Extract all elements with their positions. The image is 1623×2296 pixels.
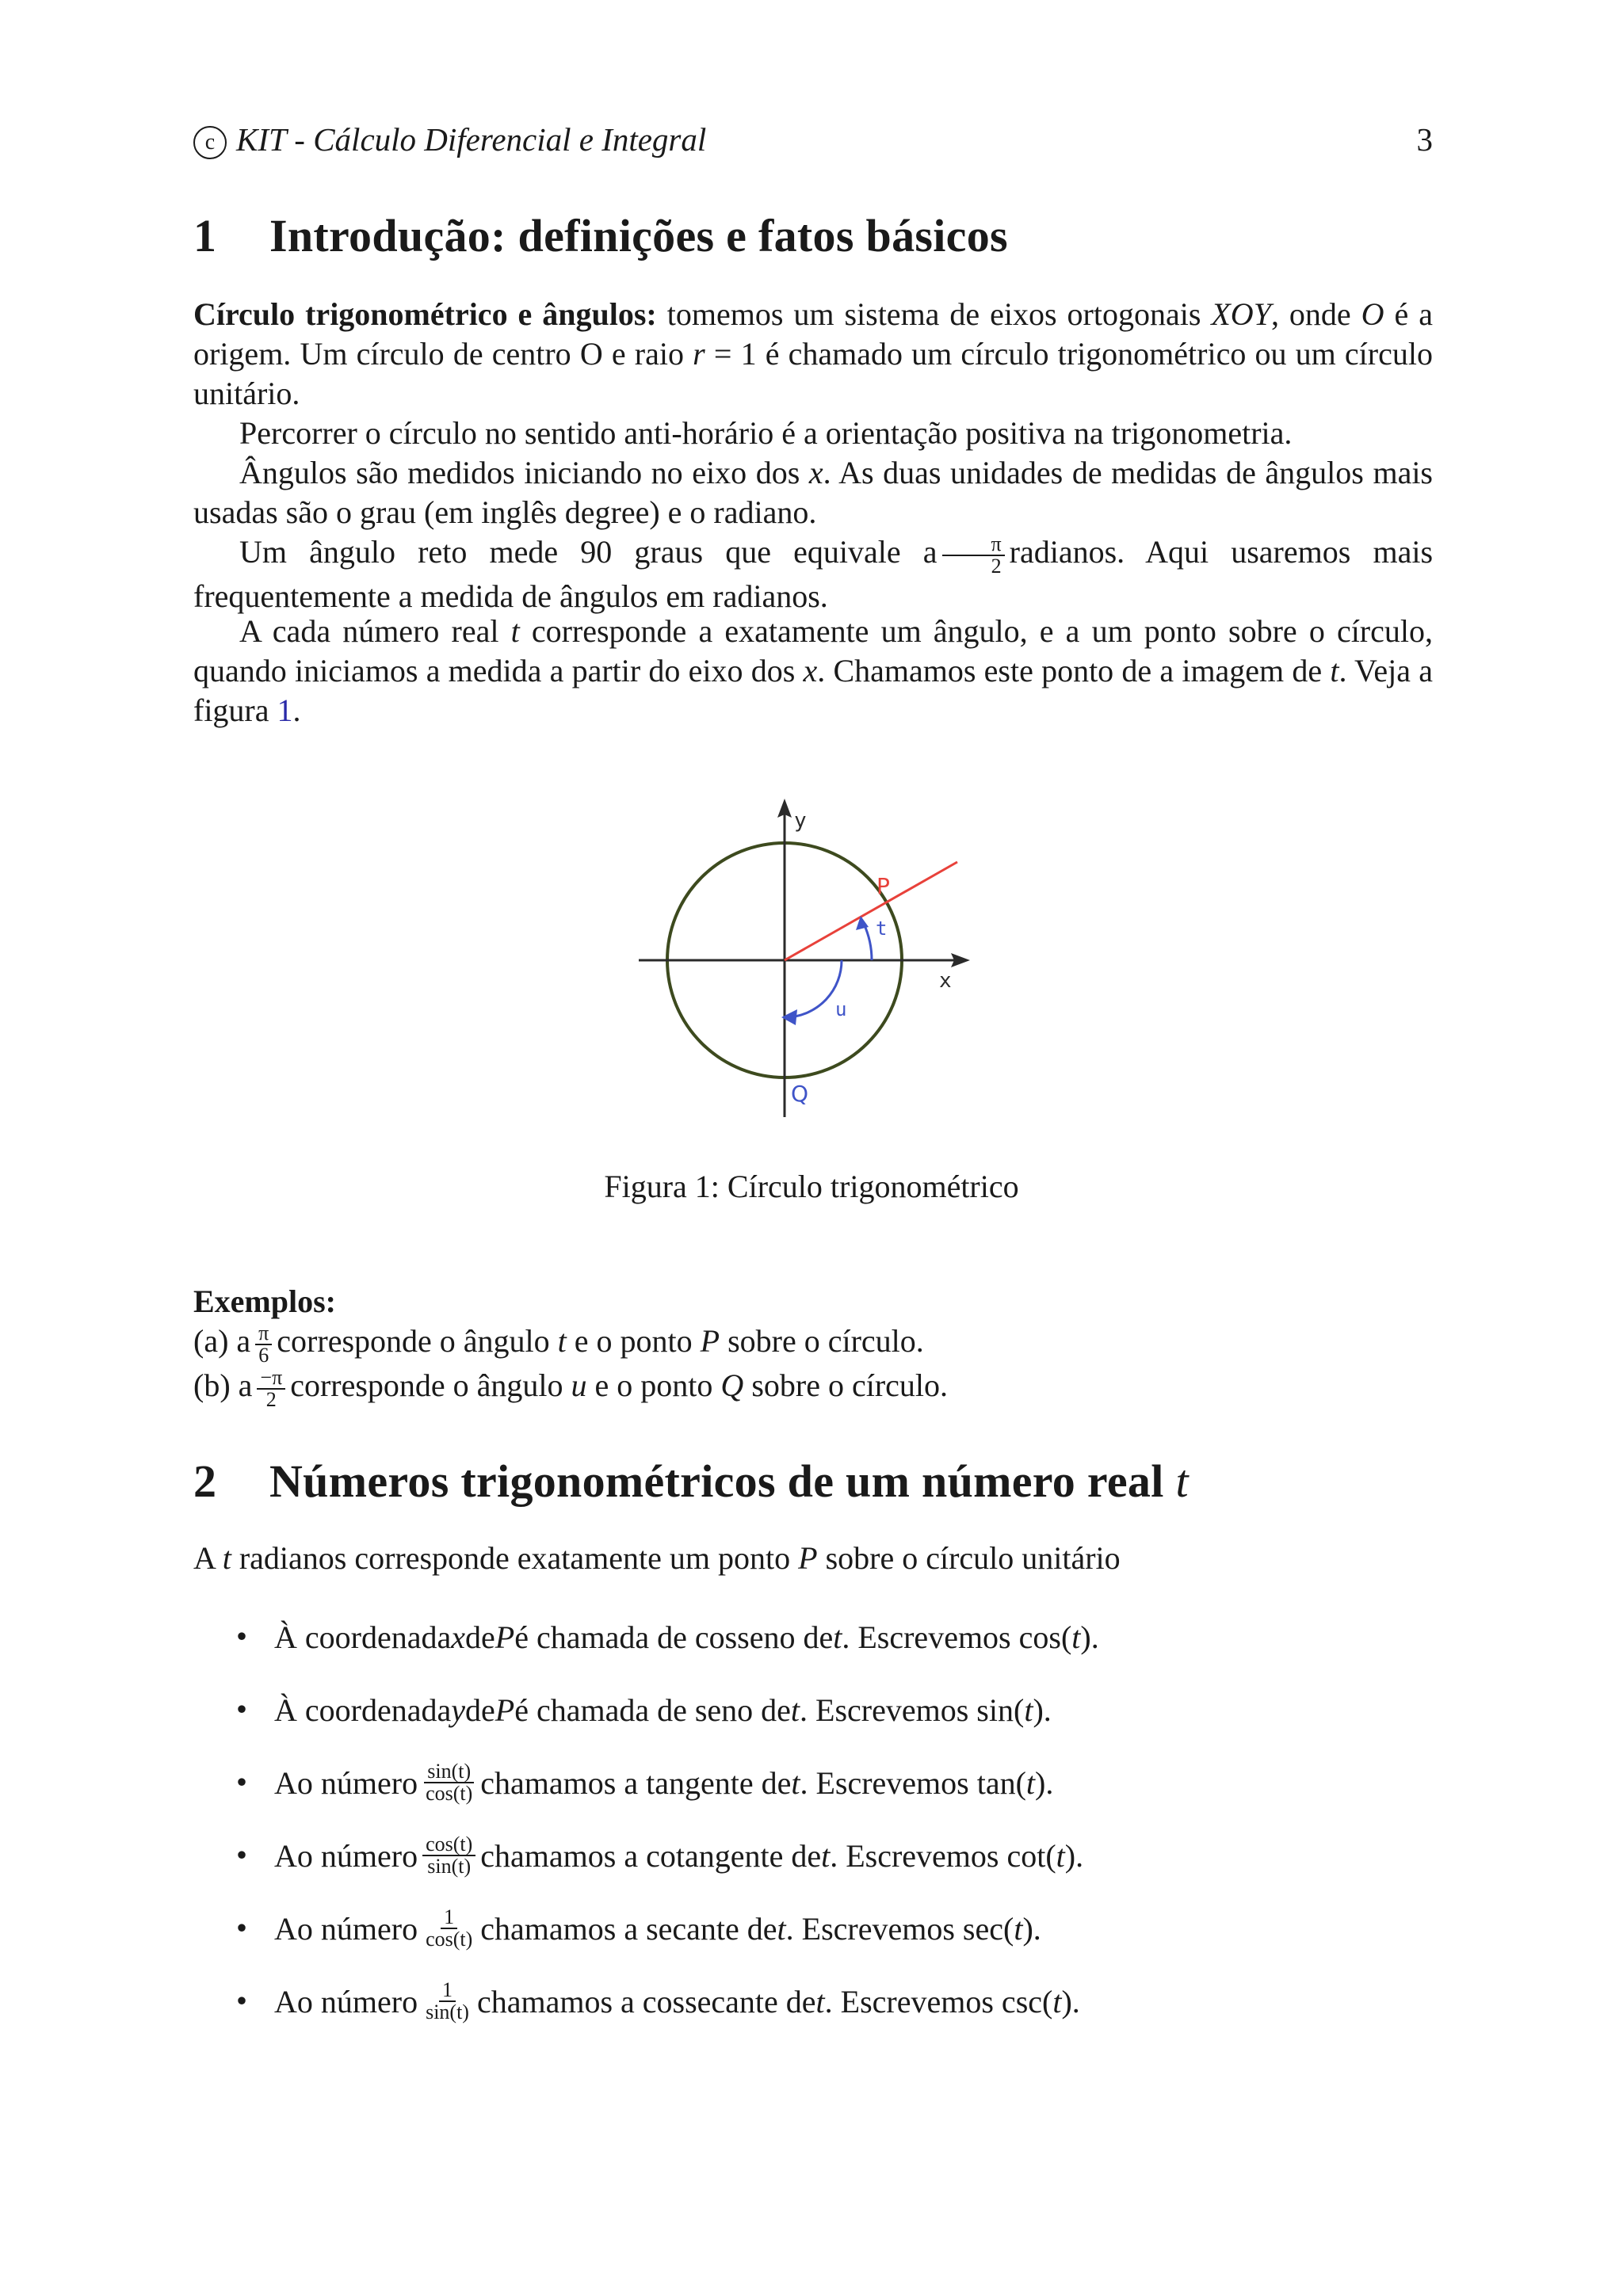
text: . Escrevemos cos(: [842, 1619, 1072, 1655]
text: = 1 é chamado um círculo trigonométrico ou um círculo unitário.: [193, 336, 1433, 411]
fraction-cos-over-sin: [422, 1834, 475, 1877]
math-t: t: [1052, 1983, 1062, 2019]
section-2-title: Números trigonométricos de um número real: [269, 1455, 1164, 1507]
text: é chamada de cosseno de: [514, 1619, 834, 1655]
text: ).: [1022, 1910, 1041, 1947]
list-item-tan: [236, 1746, 1099, 1819]
figure-reference-link[interactable]: 1: [277, 692, 293, 728]
math-t: t: [1024, 1691, 1033, 1728]
intro-paragraph-5: [193, 612, 1433, 730]
text: Ângulos são medidos iniciando no eixo dos: [239, 455, 809, 490]
text: (a) a: [193, 1323, 251, 1359]
unit-circle-figure: [626, 792, 983, 1125]
example-b: [193, 1366, 948, 1410]
intro-paragraph-4: [193, 532, 1433, 616]
arc-t: [864, 924, 872, 960]
examples-block: [193, 1282, 948, 1410]
text: • Ao número: [274, 1764, 418, 1801]
example-a: [193, 1322, 948, 1366]
text: ).: [1080, 1619, 1099, 1655]
intro-paragraph-1: [193, 295, 1433, 414]
frac-den: cos(t): [426, 1928, 473, 1951]
header-title: KIT - Cálculo Diferencial e Integral: [236, 121, 707, 158]
examples-title: Exemplos:: [193, 1283, 336, 1319]
trig-definitions-list: [236, 1600, 1099, 2038]
text: . Escrevemos sin(: [800, 1691, 1025, 1728]
text: .: [292, 692, 301, 728]
text: radianos corresponde exatamente um ponto: [231, 1540, 799, 1576]
text: corresponde o ângulo: [277, 1323, 558, 1359]
text: e o ponto: [586, 1367, 721, 1403]
text: sobre o círculo.: [743, 1367, 949, 1403]
text: . Veja a figura: [193, 653, 1434, 728]
running-header: [193, 120, 1433, 159]
math-t: t: [833, 1619, 842, 1655]
label-p: P: [876, 873, 890, 899]
text: chamamos a cossecante de: [476, 1983, 816, 2019]
text: . Escrevemos csc(: [824, 1983, 1053, 2019]
frac-num: sin(t): [424, 1761, 474, 1783]
frac-den: sin(t): [427, 1855, 472, 1878]
list-item-sec: [236, 1892, 1099, 1965]
math-t: t: [1025, 1764, 1036, 1801]
math-t: t: [790, 1691, 800, 1728]
text: . Escrevemos sec(: [785, 1910, 1014, 1947]
text: A cada número real: [239, 613, 511, 649]
fraction-one-over-cos: [422, 1907, 475, 1950]
figure-caption: Figura 1: Círculo trigonométrico: [604, 1169, 1019, 1204]
text: A: [193, 1540, 223, 1576]
text: de: [465, 1691, 495, 1728]
copyright-icon: c: [193, 126, 227, 159]
text: . Chamamos este ponto de a imagem de: [817, 653, 1331, 688]
text: • À coordenada: [274, 1619, 452, 1655]
math-t: t: [815, 1983, 825, 2019]
text: ).: [1061, 1983, 1080, 2019]
text: é chamada de seno de: [514, 1691, 791, 1728]
text: chamamos a cotangente de: [480, 1837, 822, 1874]
math-xoy: XOY: [1211, 296, 1271, 332]
frac-num: 1: [441, 1907, 457, 1929]
frac-num: cos(t): [422, 1834, 475, 1856]
text: ).: [1035, 1764, 1054, 1801]
text: e o ponto: [566, 1323, 701, 1359]
label-y: y: [794, 809, 807, 833]
fraction-pi-over-6: [255, 1323, 272, 1366]
header-title-wrap: [193, 120, 706, 159]
frac-num: 1: [439, 1980, 456, 2002]
text: • Ao número: [274, 1837, 418, 1874]
math-u: u: [571, 1367, 587, 1403]
section-1-number: 1: [193, 210, 217, 261]
section-2-number: 2: [193, 1455, 217, 1507]
text: ).: [1033, 1691, 1052, 1728]
math-q: Q: [720, 1367, 744, 1403]
fraction-minus-pi-over-2: [257, 1367, 285, 1410]
math-p: P: [798, 1540, 818, 1576]
section-2-lead: [193, 1539, 1433, 1578]
text: sobre o círculo unitário: [817, 1540, 1121, 1576]
math-t: t: [1330, 653, 1339, 688]
math-t: t: [1056, 1837, 1065, 1874]
math-x: x: [803, 653, 818, 688]
text: tomemos um sistema de eixos ortogonais: [656, 296, 1212, 332]
text: , onde: [1270, 296, 1361, 332]
intro-paragraph-2: Percorrer o círculo no sentido anti-horário é a orientação positiva na trigonometria.: [239, 415, 1293, 451]
fraction-pi-over-2: [942, 534, 1005, 577]
text: . As duas unidades de medidas de ângulos mais usadas são o grau (em inglês degree) e o radiano.: [193, 455, 1433, 530]
text: . Escrevemos tan(: [800, 1764, 1026, 1801]
text: Um ângulo reto mede 90 graus que equivale a: [239, 534, 938, 570]
math-p: P: [495, 1691, 515, 1728]
frac-den: 2: [991, 554, 1002, 578]
fraction-one-over-sin: [422, 1980, 472, 2023]
text: (b) a: [193, 1367, 253, 1403]
list-item-cot: [236, 1819, 1099, 1892]
list-item-sin: [236, 1673, 1099, 1746]
text: de: [465, 1619, 495, 1655]
frac-den: sin(t): [426, 2000, 469, 2023]
text: ).: [1064, 1837, 1084, 1874]
math-x: x: [808, 455, 823, 490]
text: corresponde a exatamente um ângulo, e a um ponto sobre o círculo, quando iniciamos a medida a partir do eixo dos: [193, 613, 1433, 688]
page-number: 3: [1416, 121, 1433, 158]
section-1-heading: [193, 209, 1008, 262]
section-2-heading: [193, 1455, 1189, 1508]
label-t: t: [876, 917, 888, 940]
list-item-cos: [236, 1600, 1099, 1673]
fraction-sin-over-cos: [422, 1761, 475, 1804]
math-t: t: [557, 1323, 567, 1359]
arc-u: [788, 960, 842, 1017]
section-2-title-var: t: [1175, 1455, 1189, 1507]
text: • À coordenada: [274, 1691, 452, 1728]
math-t: t: [1014, 1910, 1023, 1947]
text: . Escrevemos cot(: [830, 1837, 1056, 1874]
intro-paragraph-3: [193, 453, 1433, 532]
text: chamamos a tangente de: [480, 1764, 792, 1801]
math-t: t: [821, 1837, 831, 1874]
frac-den: cos(t): [426, 1782, 473, 1805]
math-t: t: [1071, 1619, 1081, 1655]
frac-den: 2: [265, 1387, 277, 1411]
math-t: t: [510, 613, 520, 649]
text: chamamos a secante de: [480, 1910, 777, 1947]
math-p: P: [700, 1323, 720, 1359]
frac-den: 6: [258, 1343, 269, 1367]
math-t: t: [222, 1540, 231, 1576]
math-t: t: [777, 1910, 786, 1947]
math-o: O: [1361, 296, 1384, 332]
math-x: x: [451, 1619, 465, 1655]
text: corresponde o ângulo: [290, 1367, 571, 1403]
label-x: x: [939, 969, 952, 993]
frac-num: π: [942, 534, 1005, 556]
text: • Ao número: [274, 1910, 418, 1947]
math-p: P: [495, 1619, 515, 1655]
section-1-title: Introdução: definições e fatos básicos: [269, 210, 1008, 261]
frac-num: π: [255, 1323, 272, 1345]
math-r: r: [693, 336, 705, 372]
intro-bold-lead: Círculo trigonométrico e ângulos:: [193, 296, 657, 332]
math-y: y: [451, 1691, 465, 1728]
text: é a origem. Um círculo de centro O e raio: [193, 296, 1433, 372]
math-t: t: [791, 1764, 800, 1801]
text: radianos. Aqui usaremos mais frequentemente a medida de ângulos em radianos.: [193, 534, 1434, 614]
label-q: Q: [791, 1081, 809, 1107]
list-item-csc: [236, 1965, 1099, 2038]
text: • Ao número: [274, 1983, 418, 2019]
label-u: u: [835, 998, 847, 1020]
frac-num: −π: [257, 1367, 285, 1390]
text: sobre o círculo.: [720, 1323, 924, 1359]
